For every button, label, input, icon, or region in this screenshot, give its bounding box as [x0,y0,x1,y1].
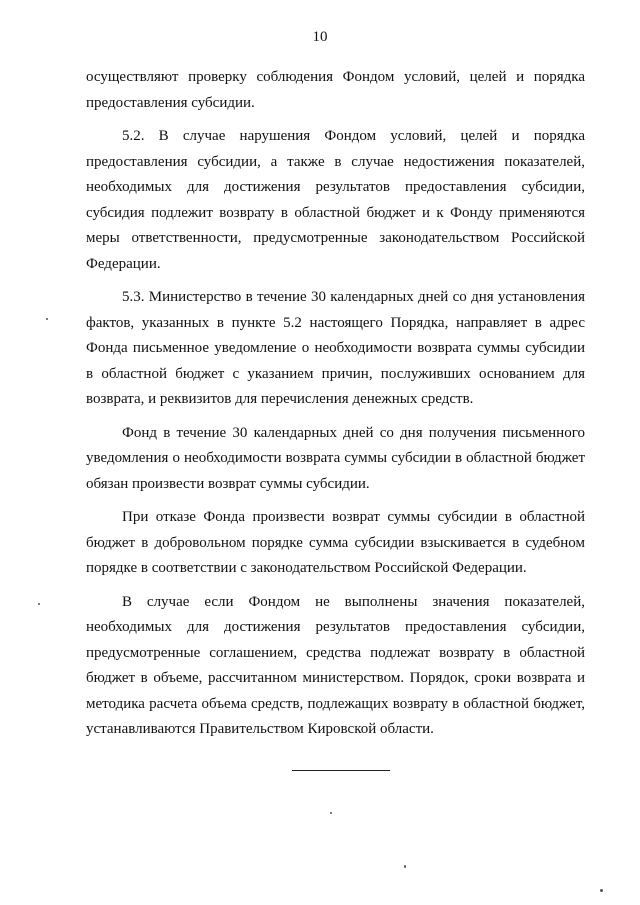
page-number: 10 [312,29,328,45]
scan-speck [38,603,40,605]
paragraph-5-2: 5.2. В случае нарушения Фондом условий, целей и порядка предоставления субсидии, а также в случае недостижения показателей, необходимых для достижения результатов предоставления субсидии, субсидия подлежит возврату в областной бюджет и к Фонду применяются меры ответственности, предусмотренные законодательством Российской Федерации. [86,128,585,272]
paragraph-refusal: При отказе Фонда произвести возврат суммы субсидии в областной бюджет в добровольном порядке сумма субсидии взыскивается в судебном порядке в соответствии с законодательством Российской Федерации. [86,509,585,576]
document-body [86,65,585,751]
scan-speck [330,812,332,814]
end-separator-line [292,770,390,771]
scan-speck [404,865,406,868]
scan-speck [600,889,603,892]
paragraph-5-3: 5.3. Министерство в течение 30 календарных дней со дня установления фактов, указанных в пункте 5.2 настоящего Порядка, направляет в адрес Фонда письменное уведомление о необходимости возврата суммы субсидии в областной бюджет с указанием причин, послуживших основанием для возврата, и реквизитов для перечисления денежных средств. [86,289,585,407]
scan-speck [46,318,48,320]
paragraph-fund-return: Фонд в течение 30 календарных дней со дня получения письменного уведомления о необходимости возврата суммы субсидии в областной бюджет обязан произвести возврат суммы субсидии. [86,424,585,492]
paragraph-indicators: В случае если Фондом не выполнены значения показателей, необходимых для достижения результатов предоставления субсидии, предусмотренные соглашением, средства подлежат возврату в областной бюджет в объеме, рассчитанном министерством. Порядок, сроки возврата и методика расчета объема средств, подлежащих возврату в областной бюджет, устанавливаются Правительством Кировской области. [86,593,585,737]
paragraph-continuation: осуществляют проверку соблюдения Фондом условий, целей и порядка предоставления субсидии. [86,69,585,111]
